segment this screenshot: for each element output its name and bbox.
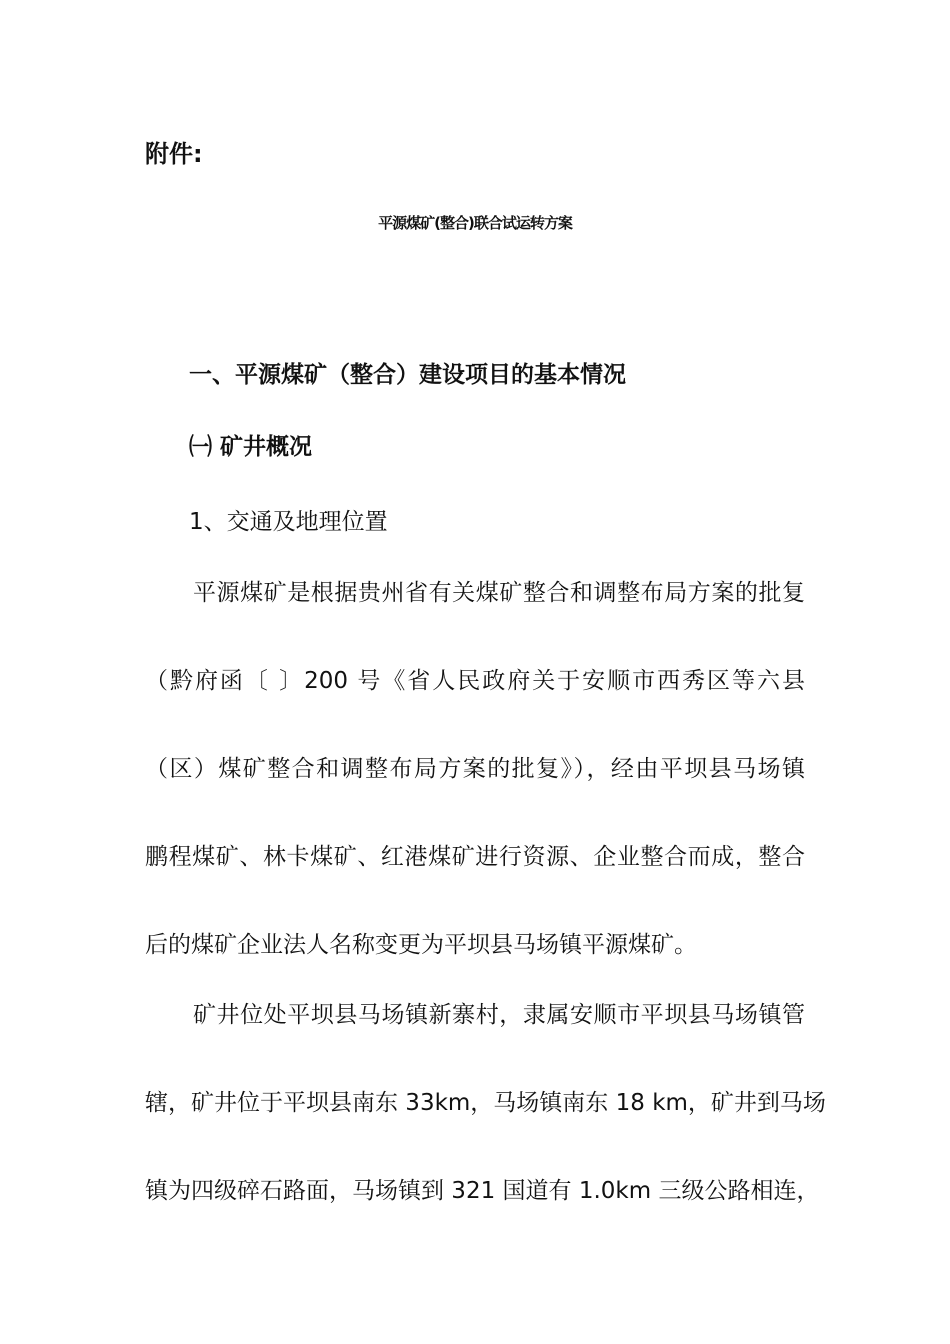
subsection-heading: ㈠ 矿井概况 [189, 434, 313, 460]
paragraph-line: 平源煤矿是根据贵州省有关煤矿整合和调整布局方案的批复 [193, 580, 805, 606]
paragraph-line: 镇为四级碎石路面，马场镇到 321 国道有 1.0km 三级公路相连， [145, 1178, 820, 1204]
paragraph-line: 鹏程煤矿、林卡煤矿、红港煤矿进行资源、企业整合而成，整合 [145, 844, 805, 870]
paragraph-line: 辖，矿井位于平坝县南东 33km，马场镇南东 18 km，矿井到马场 [145, 1090, 826, 1116]
paragraph-line: （黔府函〔 〕200 号《省人民政府关于安顺市西秀区等六县 [145, 668, 805, 694]
paragraph-line: 矿井位处平坝县马场镇新寨村，隶属安顺市平坝县马场镇管 [193, 1002, 805, 1028]
paragraph-line: 后的煤矿企业法人名称变更为平坝县马场镇平源煤矿。 [145, 932, 697, 958]
paragraph-line: （区）煤矿整合和调整布局方案的批复》），经由平坝县马场镇 [145, 756, 805, 782]
attachment-label: 附件: [145, 140, 203, 168]
document-title: 平源煤矿(整合)联合试运转方案 [378, 214, 572, 232]
section-heading: 一、平源煤矿（整合）建设项目的基本情况 [189, 362, 626, 388]
item-heading: 1、交通及地理位置 [189, 509, 388, 535]
